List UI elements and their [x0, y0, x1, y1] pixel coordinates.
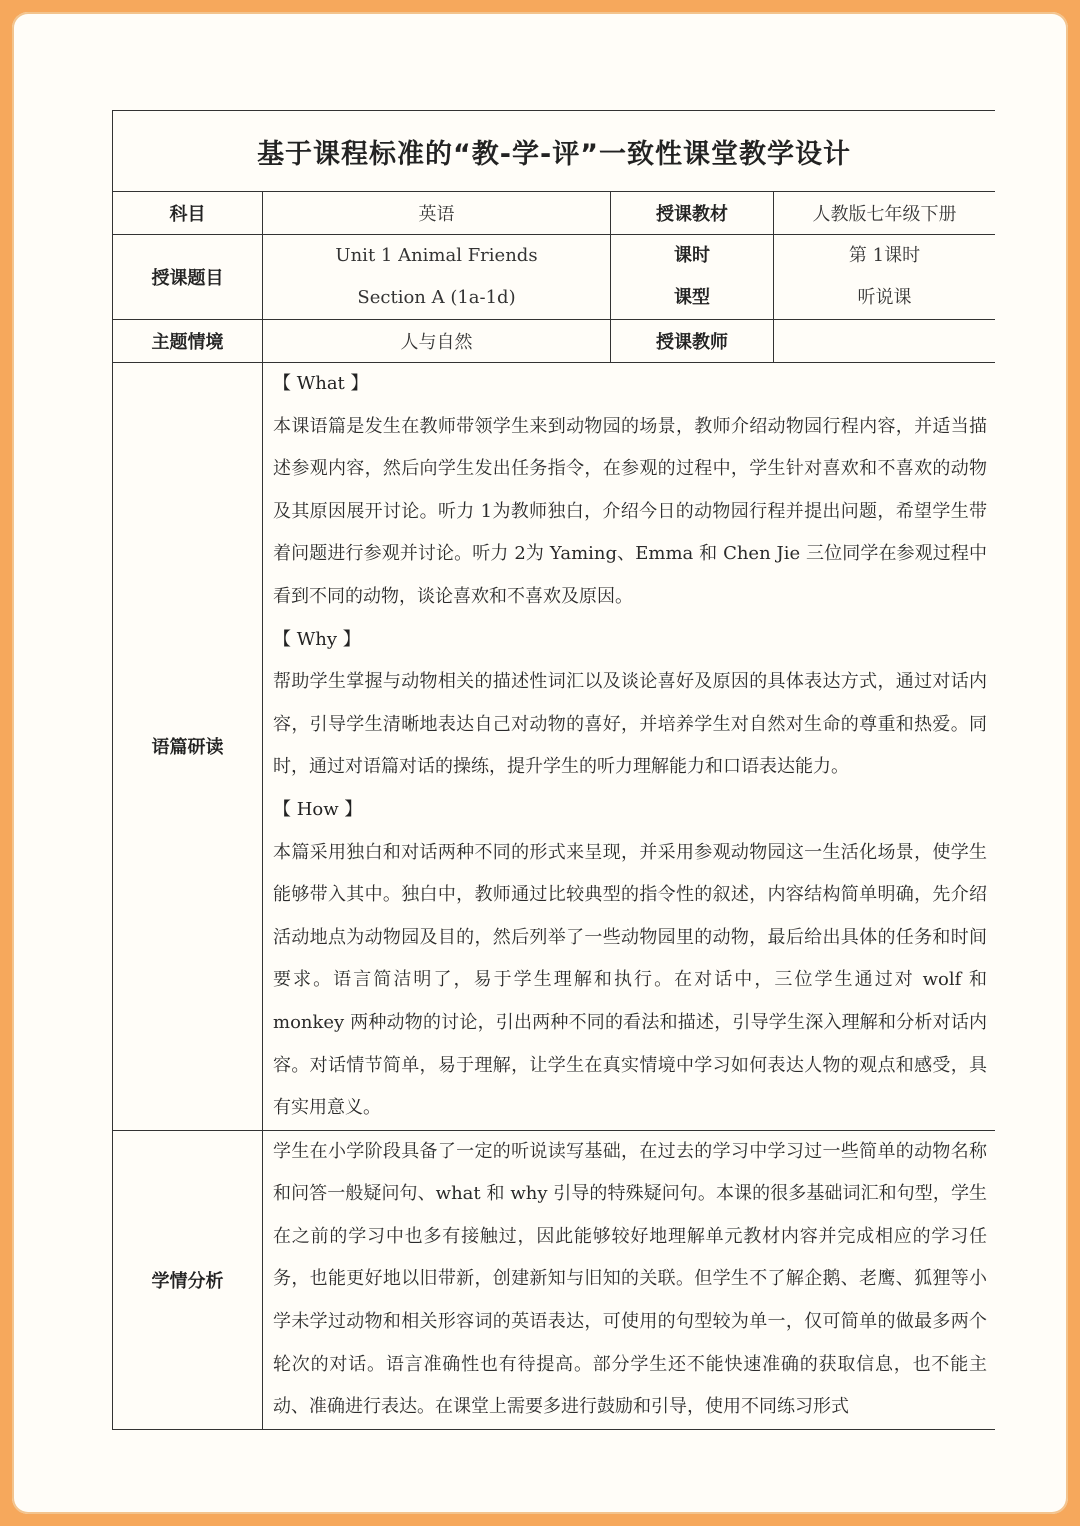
theme-label: 主题情境 — [113, 320, 263, 363]
textbook-value: 人教版七年级下册 — [774, 192, 996, 235]
discourse-label: 语篇研读 — [113, 363, 263, 1131]
theme-value: 人与自然 — [263, 320, 611, 363]
why-paragraph: 帮助学生掌握与动物相关的描述性词汇以及谈论喜好及原因的具体表达方式，通过对话内容，引导学生清晰地表达自己对动物的喜好，并培养学生对自然对生命的尊重和热爱。同时，通过对语篇对话的操练，提升学生的听力理解能力和口语表达能力。 — [273, 671, 988, 778]
page-frame — [12, 12, 1068, 1514]
type-label: 课型 — [674, 287, 710, 308]
period-type-labels — [611, 235, 774, 320]
topic-line-2: Section A (1a-1d) — [357, 287, 516, 308]
teacher-value — [774, 320, 996, 363]
what-paragraph: 本课语篇是发生在教师带领学生来到动物园的场景，教师介绍动物园行程内容，并适当描述参观内容，然后向学生发出任务指令，在参观的过程中，学生针对喜欢和不喜欢的动物及其原因展开讨论。听力 1为教师独白，介绍今日的动物园行程并提出问题，希望学生带着问题进行参观并讨论。听力 2为 Yaming、Emma 和 Chen Jie 三位同学在参观过程中看到不同的动物，谈论喜欢和不喜欢及原因。 — [273, 415, 988, 607]
period-value: 第 1课时 — [848, 245, 921, 266]
how-heading: 【 How 】 — [273, 798, 363, 820]
analysis-content — [263, 1130, 996, 1429]
teacher-label: 授课教师 — [611, 320, 774, 363]
subject-label: 科目 — [113, 192, 263, 235]
subject-value: 英语 — [263, 192, 611, 235]
why-heading: 【 Why 】 — [273, 628, 361, 650]
discourse-content — [263, 363, 996, 1131]
document-page — [112, 110, 995, 1430]
topic-line-1: Unit 1 Animal Friends — [335, 245, 538, 266]
type-value: 听说课 — [857, 287, 912, 308]
period-type-values — [774, 235, 996, 320]
how-paragraph: 本篇采用独白和对话两种不同的形式来呈现，并采用参观动物园这一生活化场景，使学生能够带入其中。独白中，教师通过比较典型的指令性的叙述，内容结构简单明确，先介绍活动地点为动物园及目的，然后列举了一些动物园里的动物，最后给出具体的任务和时间要求。语言简洁明了，易于学生理解和执行。在对话中，三位学生通过对 wolf 和 monkey 两种动物的讨论，引出两种不同的看法和描述，引导学生深入理解和分析对话内容。对话情节简单，易于理解，让学生在真实情境中学习如何表达人物的观点和感受，具有实用意义。 — [273, 841, 988, 1119]
what-heading: 【 What 】 — [273, 373, 369, 394]
period-label: 课时 — [674, 245, 710, 266]
textbook-label: 授课教材 — [611, 192, 774, 235]
topic-value — [263, 235, 611, 320]
analysis-label: 学情分析 — [113, 1130, 263, 1429]
topic-label: 授课题目 — [113, 235, 263, 320]
analysis-paragraph: 学生在小学阶段具备了一定的听说读写基础，在过去的学习中学习过一些简单的动物名称和问答一般疑问句、what 和 why 引导的特殊疑问句。本课的很多基础词汇和句型，学生在之前的学习中也多有接触过，因此能够较好地理解单元教材内容并完成相应的学习任务，也能更好地以旧带新，创建新知与旧知的关联。但学生不了解企鹅、老鹰、狐狸等小学未学过动物和相关形容词的英语表达，可使用的句型较为单一，仅可简单的做最多两个轮次的对话。语言准确性也有待提高。部分学生还不能快速准确的获取信息，也不能主动、准确进行表达。在课堂上需要多进行鼓励和引导，使用不同练习形式 — [273, 1140, 988, 1418]
lesson-plan-table — [112, 110, 995, 1430]
document-title: 基于课程标准的“教-学-评”一致性课堂教学设计 — [113, 111, 996, 192]
